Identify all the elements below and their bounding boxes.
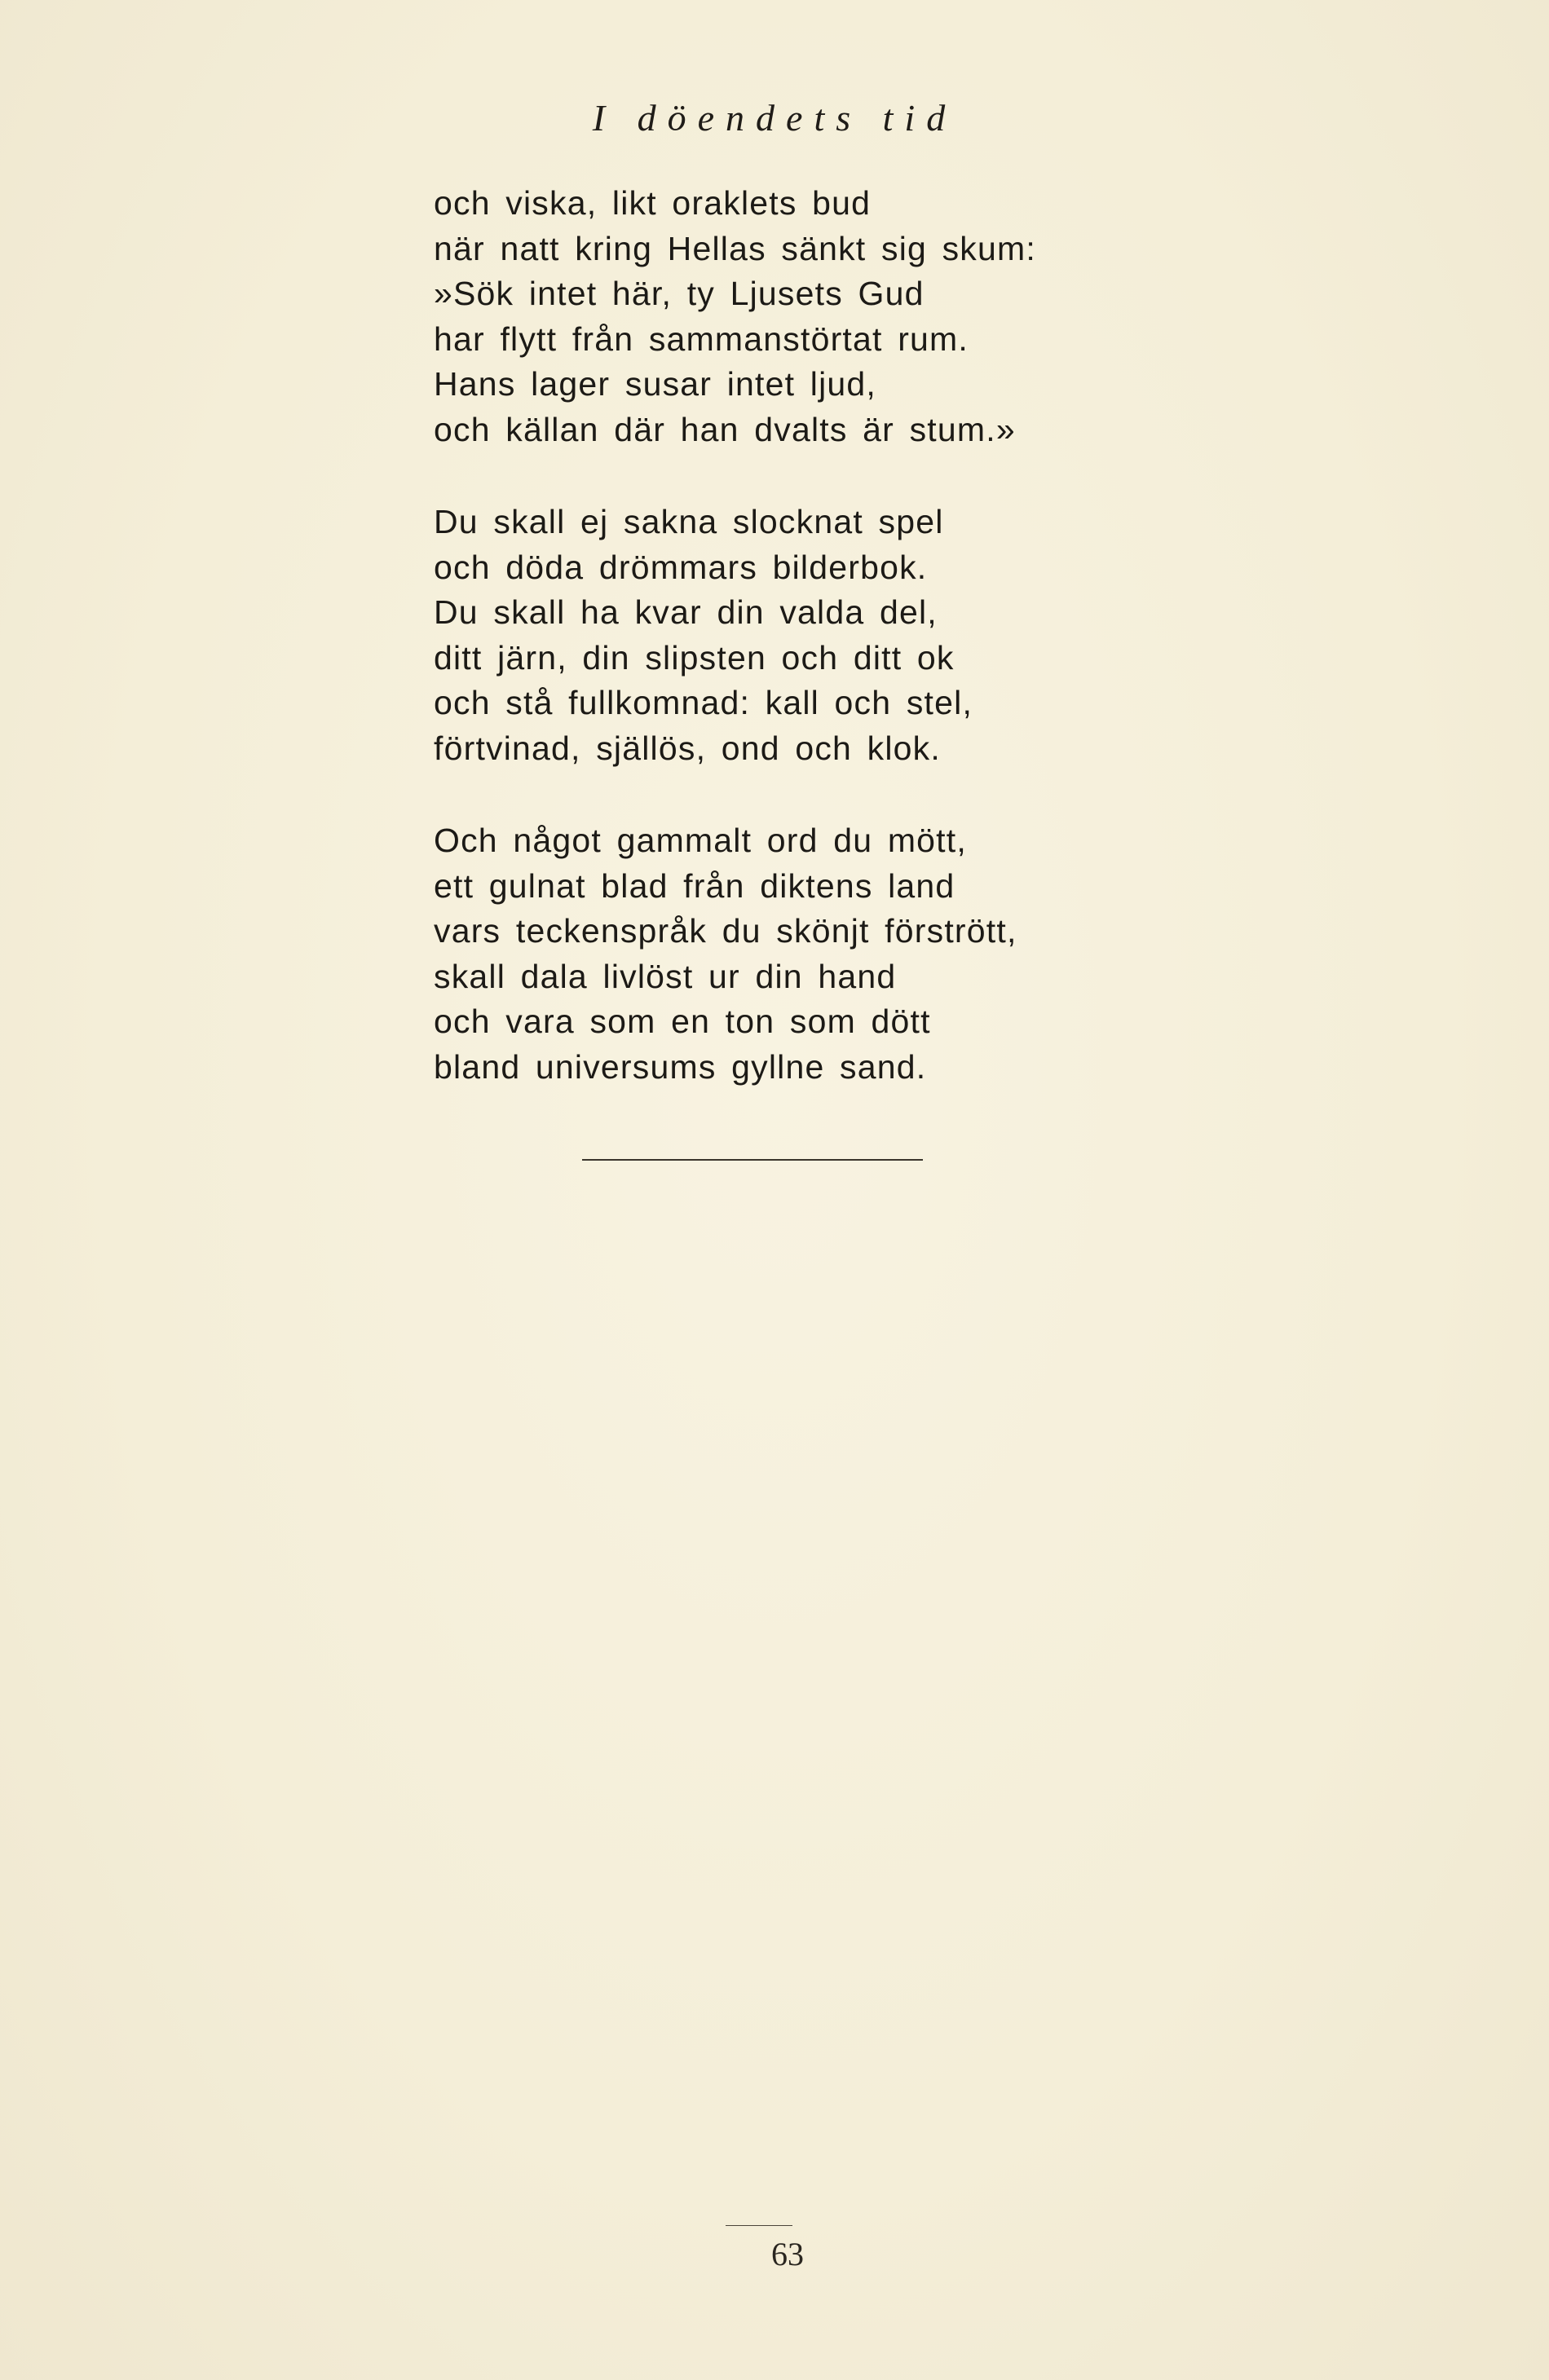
poem-line: och viska, likt oraklets bud xyxy=(434,184,872,222)
poem-line: »Sök intet här, ty Ljusets Gud xyxy=(434,275,925,312)
page-number-rule xyxy=(726,2225,792,2226)
page-number: 63 xyxy=(771,2236,804,2272)
poem-line: Hans lager susar intet ljud, xyxy=(434,365,877,403)
poem-line: Och något gammalt ord du mött, xyxy=(434,822,967,859)
section-divider xyxy=(582,1159,923,1161)
poem-line: ditt järn, din slipsten och ditt ok xyxy=(434,638,955,677)
poem-line: bland universums gyllne sand. xyxy=(434,1047,927,1086)
poem-line: och döda drömmars bilderbok. xyxy=(434,548,928,586)
poem-line: ett gulnat blad från diktens land xyxy=(434,866,955,905)
poem-line: vars teckenspråk du skönjt förstrött, xyxy=(434,912,1017,950)
stanza-3 xyxy=(434,818,1412,1090)
poem-line: Du skall ej sakna slocknat spel xyxy=(434,503,944,540)
poem-line: förtvinad, själlös, ond och klok. xyxy=(434,729,941,767)
poem-line: Du skall ha kvar din valda del, xyxy=(434,593,938,631)
poem-line: skall dala livlöst ur din hand xyxy=(434,957,897,995)
poem-line: när natt kring Hellas sänkt sig skum: xyxy=(434,229,1036,267)
stanza-2 xyxy=(434,500,1412,771)
poem-body xyxy=(434,181,1412,1137)
poem-line: och stå fullkomnad: kall och stel, xyxy=(434,684,973,721)
poem-line: och vara som en ton som dött xyxy=(434,1003,931,1040)
running-title: I döendets tid xyxy=(592,97,957,139)
stanza-1 xyxy=(434,181,1412,452)
poem-line: och källan där han dvalts är stum.» xyxy=(434,410,1016,448)
poem-line: har flytt från sammanstörtat rum. xyxy=(434,320,969,358)
